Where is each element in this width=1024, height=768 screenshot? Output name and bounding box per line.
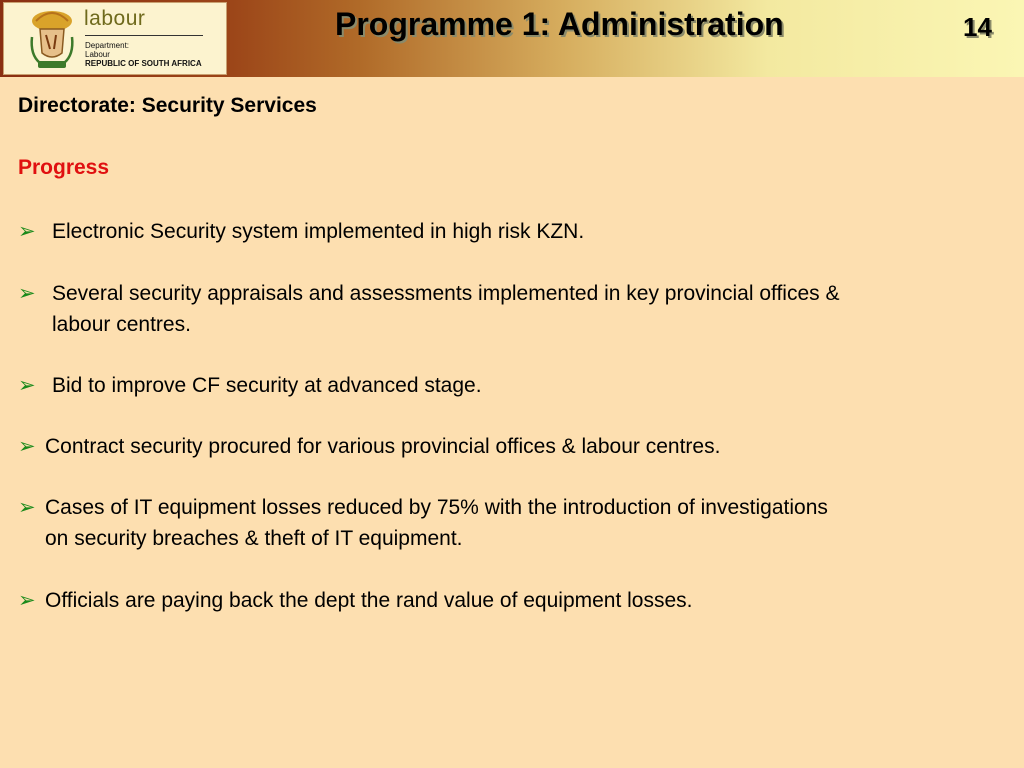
bullet-text-continued: on security breaches & theft of IT equipment. xyxy=(45,527,463,550)
bullet-text-continued: labour centres. xyxy=(52,313,191,336)
bullet-item xyxy=(18,278,839,340)
department-logo xyxy=(3,2,227,75)
bullet-item xyxy=(18,492,828,554)
bullet-text: Bid to improve CF security at advanced stage. xyxy=(52,374,482,397)
bullet-item xyxy=(18,431,720,462)
bullet-text: Officials are paying back the dept the rand value of equipment losses. xyxy=(45,589,693,612)
bullet-text: Cases of IT equipment losses reduced by 75% with the introduction of investigations xyxy=(45,496,828,519)
arrow-bullet-icon: ➢ xyxy=(18,374,36,397)
slide-number: 14 xyxy=(963,12,992,42)
arrow-bullet-icon: ➢ xyxy=(18,282,36,305)
arrow-bullet-icon: ➢ xyxy=(18,435,36,458)
logo-line-department: Department: xyxy=(85,41,130,50)
slide-header xyxy=(0,0,1024,77)
bullet-item xyxy=(18,370,482,401)
arrow-bullet-icon: ➢ xyxy=(18,496,36,519)
logo-line-labour: Labour xyxy=(85,50,110,59)
logo-word: labour xyxy=(84,7,146,30)
bullet-text: Contract security procured for various provincial offices & labour centres. xyxy=(45,435,721,458)
bullet-item xyxy=(18,585,693,616)
section-heading: Directorate: Security Services xyxy=(18,94,317,117)
logo-line-country: REPUBLIC OF SOUTH AFRICA xyxy=(85,59,202,68)
arrow-bullet-icon: ➢ xyxy=(18,589,36,612)
bullet-item xyxy=(18,216,584,247)
logo-divider xyxy=(85,35,203,36)
coat-of-arms-icon xyxy=(26,7,78,71)
progress-label: Progress xyxy=(18,156,110,179)
slide-title: Programme 1: Administration xyxy=(335,6,784,42)
bullet-text: Electronic Security system implemented in high risk KZN. xyxy=(52,220,585,243)
arrow-bullet-icon: ➢ xyxy=(18,220,36,243)
bullet-text: Several security appraisals and assessments implemented in key provincial offices & xyxy=(52,282,840,305)
